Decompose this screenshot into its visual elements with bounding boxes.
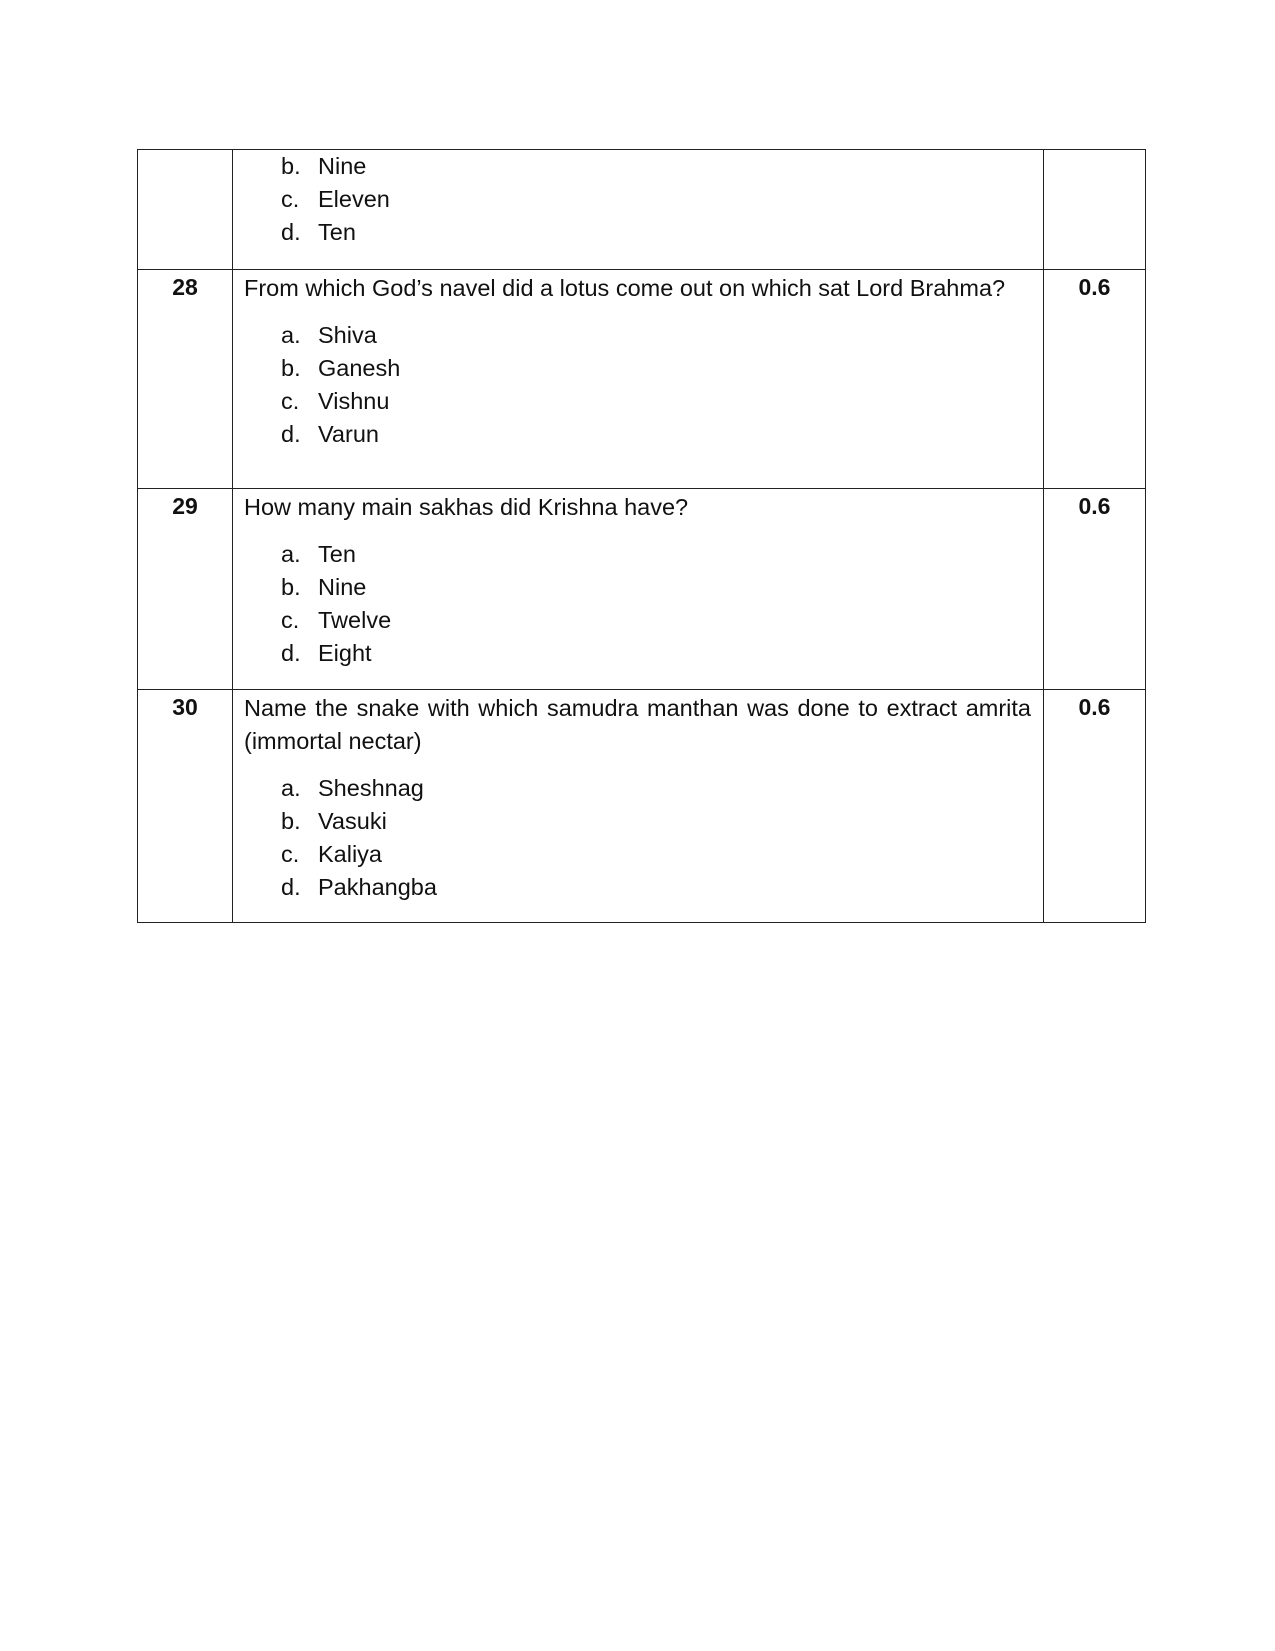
option-text: Shiva [318, 322, 377, 348]
option-letter: b. [281, 808, 301, 834]
option-letter: c. [281, 607, 300, 633]
option-text: Kaliya [318, 841, 383, 867]
option-text: Vishnu [318, 388, 390, 414]
option-letter: b. [281, 574, 301, 600]
option-letter: d. [281, 640, 301, 666]
question-cell [233, 690, 1044, 923]
option-item [281, 352, 1031, 385]
question-text: From which God’s navel did a lotus come out on which sat Lord Brahma? [244, 275, 1006, 301]
question-marks: 0.6 [1044, 690, 1146, 923]
question-text: Name the snake with which samudra manthan was done to extract amrita (immortal nectar) [244, 695, 1031, 754]
option-letter: a. [281, 541, 301, 567]
option-letter: c. [281, 388, 300, 414]
option-item [281, 216, 1031, 249]
option-letter: c. [281, 841, 300, 867]
table-row-continued [138, 150, 1146, 270]
option-item [281, 385, 1031, 418]
option-letter: d. [281, 874, 301, 900]
table-row-question-29 [138, 489, 1146, 690]
question-number: 30 [138, 690, 233, 923]
option-letter: b. [281, 355, 301, 381]
option-text: Eleven [318, 186, 390, 212]
option-item [281, 604, 1031, 637]
option-text: Eight [318, 640, 372, 666]
question-cell [233, 489, 1044, 690]
option-letter: b. [281, 153, 301, 179]
option-text: Twelve [318, 607, 392, 633]
question-cell [233, 150, 1044, 270]
option-text: Ten [318, 541, 356, 567]
question-marks: 0.6 [1044, 270, 1146, 489]
option-letter: c. [281, 186, 300, 212]
option-item [281, 805, 1031, 838]
option-item [281, 418, 1031, 451]
option-text: Vasuki [318, 808, 387, 834]
option-item [281, 772, 1031, 805]
question-number: 29 [138, 489, 233, 690]
option-item [281, 637, 1031, 670]
option-item [281, 319, 1031, 352]
marks-cell [1044, 150, 1146, 270]
question-table [137, 149, 1146, 923]
option-item [281, 871, 1031, 904]
table-row-question-30 [138, 690, 1146, 923]
question-number: 28 [138, 270, 233, 489]
option-item [281, 183, 1031, 216]
option-item [281, 571, 1031, 604]
question-marks: 0.6 [1044, 489, 1146, 690]
option-text: Varun [318, 421, 379, 447]
options-list [244, 319, 1031, 451]
table-row-question-28 [138, 270, 1146, 489]
option-text: Nine [318, 574, 367, 600]
option-text: Pakhangba [318, 874, 437, 900]
option-text: Nine [318, 153, 367, 179]
option-item [281, 538, 1031, 571]
option-text: Ten [318, 219, 356, 245]
option-letter: a. [281, 775, 301, 801]
question-cell [233, 270, 1044, 489]
option-letter: d. [281, 219, 301, 245]
options-list [244, 150, 1031, 249]
question-number-cell [138, 150, 233, 270]
question-text: How many main sakhas did Krishna have? [244, 494, 689, 520]
options-list [244, 772, 1031, 904]
options-list [244, 538, 1031, 670]
option-letter: d. [281, 421, 301, 447]
option-text: Sheshnag [318, 775, 424, 801]
option-item [281, 150, 1031, 183]
option-letter: a. [281, 322, 301, 348]
option-text: Ganesh [318, 355, 401, 381]
option-item [281, 838, 1031, 871]
